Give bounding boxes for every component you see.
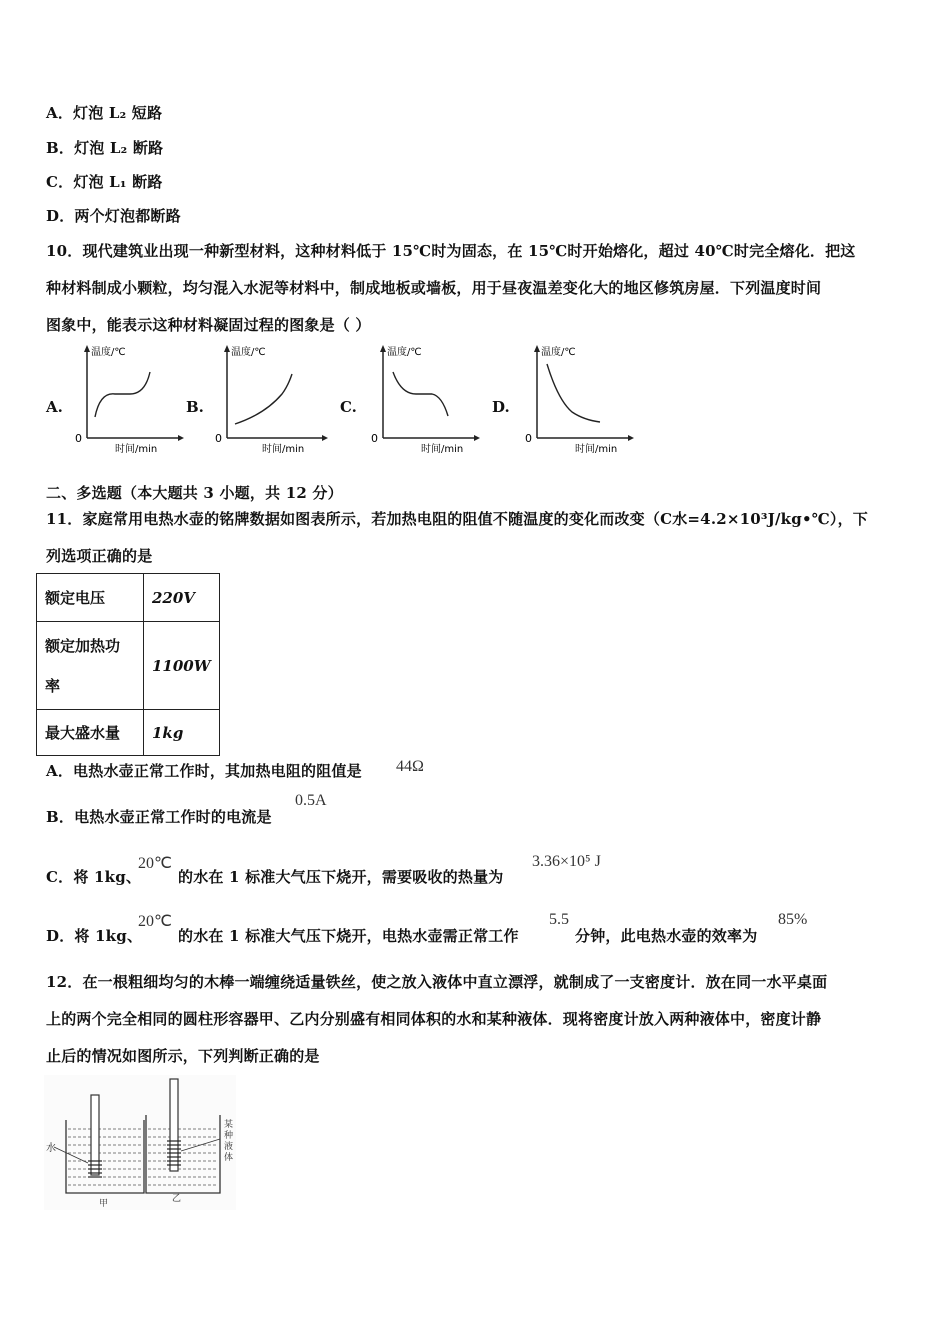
q9-option-c: C．灯泡 L₁ 断路 bbox=[46, 173, 163, 191]
spec-label-capacity: 最大盛水量 bbox=[37, 710, 144, 756]
q11-text-line2: 列选项正确的是 bbox=[46, 547, 153, 565]
q11-text-line1: 11．家庭常用电热水壶的铭牌数据如图表所示，若加热电阻的阻值不随温度的变化而改变（C水=4.2×10³J/kg•℃），下 bbox=[46, 510, 869, 528]
spec-label-power-l2: 率 bbox=[45, 676, 61, 695]
spec-label-power-l1: 额定加热功 bbox=[45, 636, 121, 655]
q12-hydrometer-figure bbox=[44, 1075, 236, 1210]
q11-option-b-value: 0.5A bbox=[295, 792, 327, 809]
q11-option-d-efficiency: 85% bbox=[778, 911, 808, 928]
spec-value-power: 1100W bbox=[144, 622, 220, 710]
q10-graph-b bbox=[210, 342, 330, 457]
graph-c-x-label: 时间/min bbox=[421, 444, 464, 455]
q11-option-c-temp: 20℃ bbox=[138, 855, 172, 872]
graph-d-x-label: 时间/min bbox=[575, 444, 618, 455]
graph-c-origin: 0 bbox=[371, 432, 378, 445]
q12-text-line1: 12．在一根粗细均匀的木棒一端缠绕适量铁丝，使之放入液体中直立漂浮，就制成了一支密度计．放在同一水平桌面 bbox=[46, 973, 828, 991]
label-water: 水 bbox=[46, 1143, 56, 1154]
table-row bbox=[37, 574, 220, 622]
q11-option-b: B．电热水壶正常工作时的电流是 bbox=[46, 808, 272, 826]
q9-option-a: A．灯泡 L₂ 短路 bbox=[46, 104, 163, 122]
graph-a-y-label: 温度/℃ bbox=[91, 347, 126, 358]
section-title-multiple-choice: 二、多选题（本大题共 3 小题，共 12 分） bbox=[46, 484, 343, 502]
graph-d-origin: 0 bbox=[525, 432, 532, 445]
q11-option-c-heat: 3.36×10⁵ J bbox=[532, 853, 601, 870]
label-some-liquid: 某种液体 bbox=[224, 1120, 234, 1163]
q10-graph-c bbox=[366, 342, 481, 457]
spec-value-voltage: 220V bbox=[144, 574, 220, 622]
q11-option-c-pre: C．将 1kg、 bbox=[46, 868, 142, 886]
graph-d-y-label: 温度/℃ bbox=[541, 347, 576, 358]
graph-a-x-label: 时间/min bbox=[115, 444, 158, 455]
q10-graph-label-b: B. bbox=[186, 398, 204, 416]
q9-option-b: B．灯泡 L₂ 断路 bbox=[46, 139, 164, 157]
q11-option-c-post: 的水在 1 标准大气压下烧开，需要吸收的热量为 bbox=[178, 868, 504, 886]
q12-text-line3: 止后的情况如图所示，下列判断正确的是 bbox=[46, 1047, 320, 1065]
q10-graph-a bbox=[70, 342, 185, 457]
graph-b-x-label: 时间/min bbox=[262, 444, 305, 455]
graph-c-y-label: 温度/℃ bbox=[387, 347, 422, 358]
table-row bbox=[37, 710, 220, 756]
q11-option-d-temp: 20℃ bbox=[138, 913, 172, 930]
q10-graph-d bbox=[520, 342, 635, 457]
q11-option-a-value: 44Ω bbox=[396, 758, 424, 775]
spec-label-power bbox=[37, 622, 144, 710]
q11-option-d-mid: 的水在 1 标准大气压下烧开，电热水壶需正常工作 bbox=[178, 927, 519, 945]
graph-b-origin: 0 bbox=[215, 432, 222, 445]
q10-text-line1: 10．现代建筑业出现一种新型材料，这种材料低于 15℃时为固态，在 15℃时开始熔化，超过 40℃时完全熔化．把这 bbox=[46, 242, 856, 260]
kettle-spec-table bbox=[36, 573, 220, 756]
graph-b-y-label: 温度/℃ bbox=[231, 347, 266, 358]
q10-graph-label-d: D. bbox=[492, 398, 510, 416]
label-yi: 乙 bbox=[172, 1194, 182, 1204]
spec-value-capacity: 1kg bbox=[144, 710, 220, 756]
label-jia: 甲 bbox=[99, 1199, 109, 1209]
q10-graph-label-c: C. bbox=[340, 398, 357, 416]
q9-option-d: D．两个灯泡都断路 bbox=[46, 207, 181, 225]
q11-option-a: A．电热水壶正常工作时，其加热电阻的阻值是 bbox=[46, 762, 362, 780]
q10-graph-label-a: A. bbox=[46, 398, 63, 416]
spec-label-voltage: 额定电压 bbox=[37, 574, 144, 622]
q11-option-d-pre: D．将 1kg、 bbox=[46, 927, 143, 945]
q11-option-d-minutes: 5.5 bbox=[549, 911, 569, 928]
table-row bbox=[37, 622, 220, 710]
q10-text-line2: 种材料制成小颗粒，均匀混入水泥等材料中，制成地板或墙板，用于昼夜温差变化大的地区修筑房屋．下列温度时间 bbox=[46, 279, 822, 297]
graph-a-origin: 0 bbox=[75, 432, 82, 445]
q10-text-line3: 图象中，能表示这种材料凝固过程的图象是（ ） bbox=[46, 316, 371, 334]
q12-text-line2: 上的两个完全相同的圆柱形容器甲、乙内分别盛有相同体积的水和某种液体．现将密度计放入两种液体中，密度计静 bbox=[46, 1010, 822, 1028]
q11-option-d-post: 分钟，此电热水壶的效率为 bbox=[575, 927, 758, 945]
